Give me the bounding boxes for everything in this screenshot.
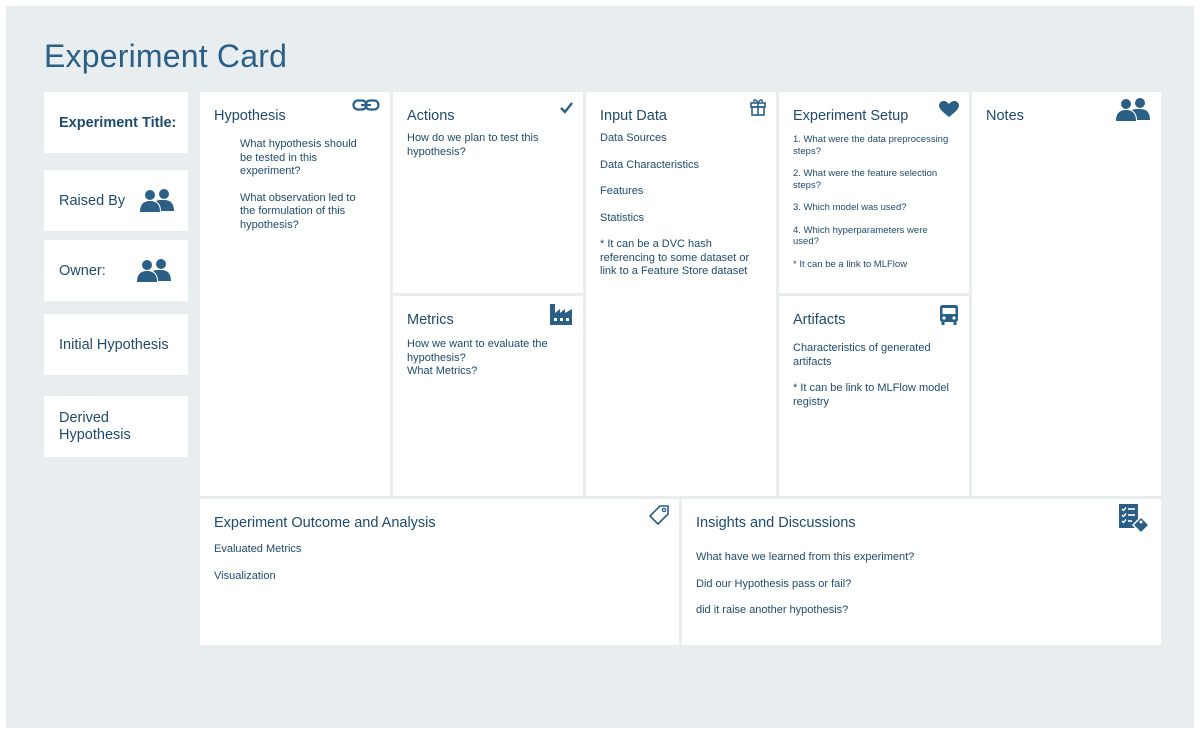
- input-data-title: Input Data: [600, 108, 667, 124]
- initial-hypothesis-field[interactable]: [44, 314, 188, 375]
- outcome-line: Evaluated Metrics: [214, 543, 302, 555]
- actions-box[interactable]: [393, 92, 583, 293]
- page-title: Experiment Card: [44, 38, 288, 74]
- metrics-title: Metrics: [407, 312, 454, 328]
- hypothesis-line: What hypothesis should be tested in this experiment?: [240, 138, 357, 177]
- derived-hypothesis-field[interactable]: [44, 396, 188, 457]
- experiment-title-label: Experiment Title:: [59, 114, 177, 131]
- raised-by-field[interactable]: [44, 170, 188, 231]
- link-icon: [352, 98, 380, 112]
- people-icon: [1115, 98, 1151, 122]
- owner-field[interactable]: [44, 240, 188, 301]
- insights-line: did it raise another hypothesis?: [696, 604, 849, 616]
- input-data-line: Data Sources: [600, 132, 667, 144]
- insights-title: Insights and Discussions: [696, 515, 856, 531]
- actions-line: How do we plan to test this hypothesis?: [407, 132, 539, 158]
- derived-hypothesis-label: Derived Hypothesis: [59, 409, 131, 443]
- owner-label: Owner:: [59, 262, 106, 279]
- artifacts-line: * It can be link to MLFlow model registry: [793, 382, 949, 408]
- factory-icon: [549, 302, 573, 326]
- tag-icon: [649, 505, 669, 525]
- input-data-line: * It can be a DVC hash referencing to some dataset or link to a Feature Store dataset: [600, 238, 750, 277]
- gift-icon: [750, 98, 766, 116]
- notes-title: Notes: [986, 108, 1024, 124]
- experiment-setup-line: 4. Which hyperparameters were used?: [793, 224, 928, 247]
- metrics-line: How we want to evaluate the hypothesis?: [407, 338, 548, 364]
- notes-box[interactable]: [972, 92, 1161, 496]
- artifacts-box[interactable]: [779, 296, 969, 496]
- artifacts-line: Characteristics of generated artifacts: [793, 342, 931, 368]
- experiment-title-field[interactable]: [44, 92, 188, 153]
- experiment-setup-line: * It can be a link to MLFlow: [793, 258, 908, 270]
- experiment-setup-line: 2. What were the feature selection steps?: [793, 168, 938, 191]
- input-data-line: Features: [600, 185, 644, 197]
- heart-icon: [939, 101, 959, 118]
- insights-box[interactable]: [682, 499, 1161, 645]
- raised-by-label: Raised By: [59, 192, 126, 209]
- checklist-icon: [1117, 503, 1151, 537]
- outcome-line: Visualization: [214, 569, 276, 582]
- artifacts-title: Artifacts: [793, 312, 846, 328]
- input-data-line: Statistics: [600, 211, 645, 224]
- hypothesis-box[interactable]: [200, 92, 390, 496]
- outcome-title: Experiment Outcome and Analysis: [214, 515, 436, 531]
- people-icon: [136, 259, 172, 283]
- experiment-setup-line: 1. What were the data preprocessing steps?: [793, 134, 949, 157]
- outcome-box[interactable]: [200, 499, 679, 645]
- metrics-line: What Metrics?: [407, 365, 478, 377]
- experiment-setup-title: Experiment Setup: [793, 108, 909, 124]
- hypothesis-line: What observation led to the formulation of this hypothesis?: [240, 191, 356, 231]
- experiment-setup-box[interactable]: [779, 92, 969, 293]
- initial-hypothesis-label: Initial Hypothesis: [59, 336, 169, 353]
- input-data-line: Data Characteristics: [600, 158, 700, 171]
- input-data-box[interactable]: [586, 92, 776, 496]
- checkmark-icon: [560, 102, 573, 114]
- insights-line: Did our Hypothesis pass or fail?: [696, 577, 852, 590]
- actions-title: Actions: [407, 108, 455, 124]
- truck-icon: [939, 304, 959, 326]
- people-icon: [139, 189, 175, 213]
- insights-line: What have we learned from this experiment?: [696, 551, 915, 563]
- metrics-box[interactable]: [393, 296, 583, 496]
- experiment-setup-line: 3. Which model was used?: [793, 202, 907, 213]
- hypothesis-title: Hypothesis: [214, 108, 286, 124]
